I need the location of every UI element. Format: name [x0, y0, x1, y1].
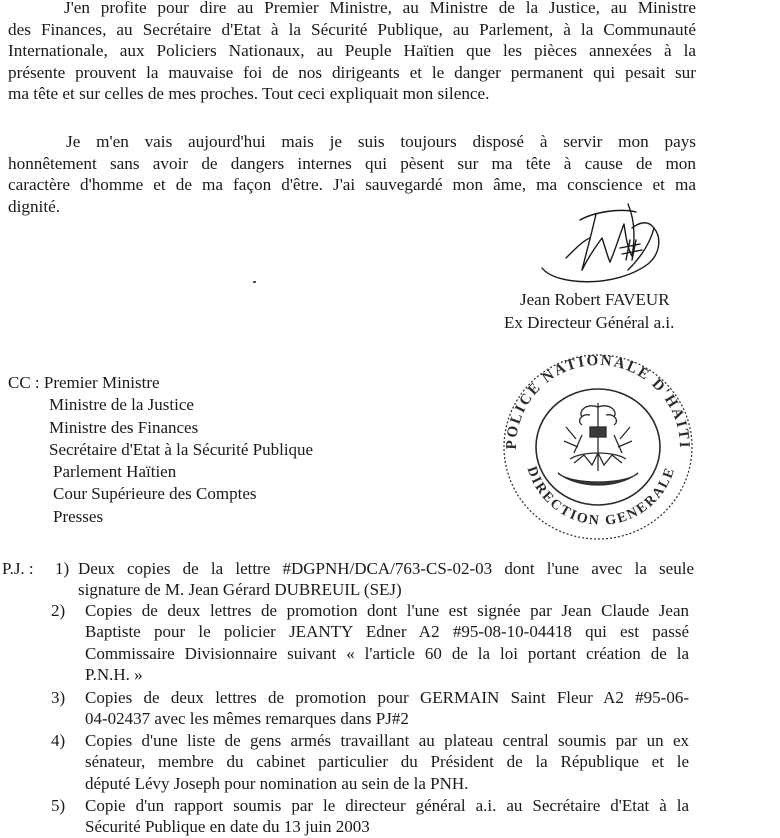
pj-label [2, 558, 34, 579]
attachment-number: 4) [51, 731, 66, 750]
attachment-number: 2) [51, 601, 66, 620]
paragraph-dedication [8, 0, 696, 105]
attachment-text [85, 795, 689, 838]
coat-of-arms-emblem [558, 403, 638, 485]
attachment-text [85, 687, 689, 730]
attachment-line: 04-02437 avec les mêmes remarques dans PJ#2 [85, 709, 409, 729]
attachment-number: 1) [55, 559, 70, 578]
cc-recipient: Ministre de la Justice [49, 395, 194, 415]
cc-recipient: Ministre des Finances [49, 417, 199, 437]
signer-title: Ex Directeur Général a.i. [504, 313, 675, 332]
attachment-line: Copie d'un rapport soumis par le directeur général a.i. au Secrétaire d'Etat à la [85, 796, 689, 815]
paragraph-line: Je m'en vais aujourd'hui mais je suis toujours disposé à servir mon pays [66, 132, 696, 151]
attachment-text [78, 558, 694, 601]
attachment-line: Baptiste pour le policier JEANTY Edner A2 #95-08-10-04418 qui est passé [85, 622, 689, 642]
attachment-line: Copies de deux lettres de promotion pour GERMAIN Saint Fleur A2 #95-06- [85, 688, 689, 707]
pj-label-text: P.J. : [2, 559, 34, 578]
cc-recipient: Cour Supérieure des Comptes [53, 484, 257, 504]
cc-label: CC : Premier Ministre [8, 373, 160, 392]
cc-list [8, 372, 313, 528]
attachment-line: Sécurité Publique en date du 13 juin 2003 [85, 817, 370, 837]
attachment-number: 3) [51, 688, 66, 707]
cc-recipient: Presses [53, 506, 104, 526]
paragraph-line: Internationale, aux Policiers Nationaux, au Peuple Haïtien que les pièces annexées à la [8, 41, 696, 61]
attachment-line: Copies d'une liste de gens armés travaillant au plateau central soumis par un ex [85, 731, 689, 750]
paragraph-line: honnêtement sans avoir de dangers internes qui pèsent sur ma tête à cause de mon [8, 153, 696, 173]
scan-speck [253, 281, 256, 283]
paragraph-line: caractère d'homme et de ma façon d'être. J'ai sauvegardé mon âme, ma conscience et ma [8, 175, 696, 195]
paragraph-line: J'en profite pour dire au Premier Ministre, au Ministre de la Justice, au Ministre [64, 0, 696, 17]
attachment-line: Commissaire Divisionnaire suivant « l'article 60 de la loi portant création de la [85, 643, 689, 663]
attachment-line: député Lévy Joseph pour nomination au sein de la PNH. [85, 773, 469, 793]
paragraph-line: présente prouvent la mauvaise foi de nos dirigeants et le danger permanent qui pesait sur [8, 62, 696, 82]
cc-recipient: Secrétaire d'Etat à la Sécurité Publique [49, 439, 314, 459]
handwritten-signature [536, 198, 666, 290]
seal-bottom-text: DIRECTION GENERALE [523, 464, 679, 529]
paragraph-line: des Finances, au Secrétaire d'Etat à la Sécurité Publique, au Parlement, à la Communauté [8, 19, 696, 39]
attachment-number: 5) [51, 796, 66, 815]
attachment-line: Deux copies de la lettre #DGPNH/DCA/763-CS-02-03 dont l'une avec la seule [78, 559, 694, 578]
attachment-text [85, 600, 689, 685]
signer-name: Jean Robert FAVEUR [520, 290, 670, 309]
attachment-line: P.N.H. » [85, 664, 143, 684]
seal-top-text: POLICE NATIONALE D'HAITI [503, 352, 693, 450]
attachment-line: signature de M. Jean Gérard DUBREUIL (SEJ) [78, 580, 402, 600]
paragraph-line: ma tête et sur celles de mes proches. Tout ceci expliquait mon silence. [8, 84, 490, 104]
attachment-text [85, 730, 689, 794]
cc-recipient: Parlement Haïtien [53, 462, 177, 482]
attachment-line: sénateur, membre du cabinet particulier du Président de la République et le [85, 752, 689, 772]
paragraph-line: dignité. [8, 196, 61, 216]
attachment-line: Copies de deux lettres de promotion dont l'une est signée par Jean Claude Jean [85, 601, 689, 620]
official-seal-stamp [486, 343, 711, 543]
